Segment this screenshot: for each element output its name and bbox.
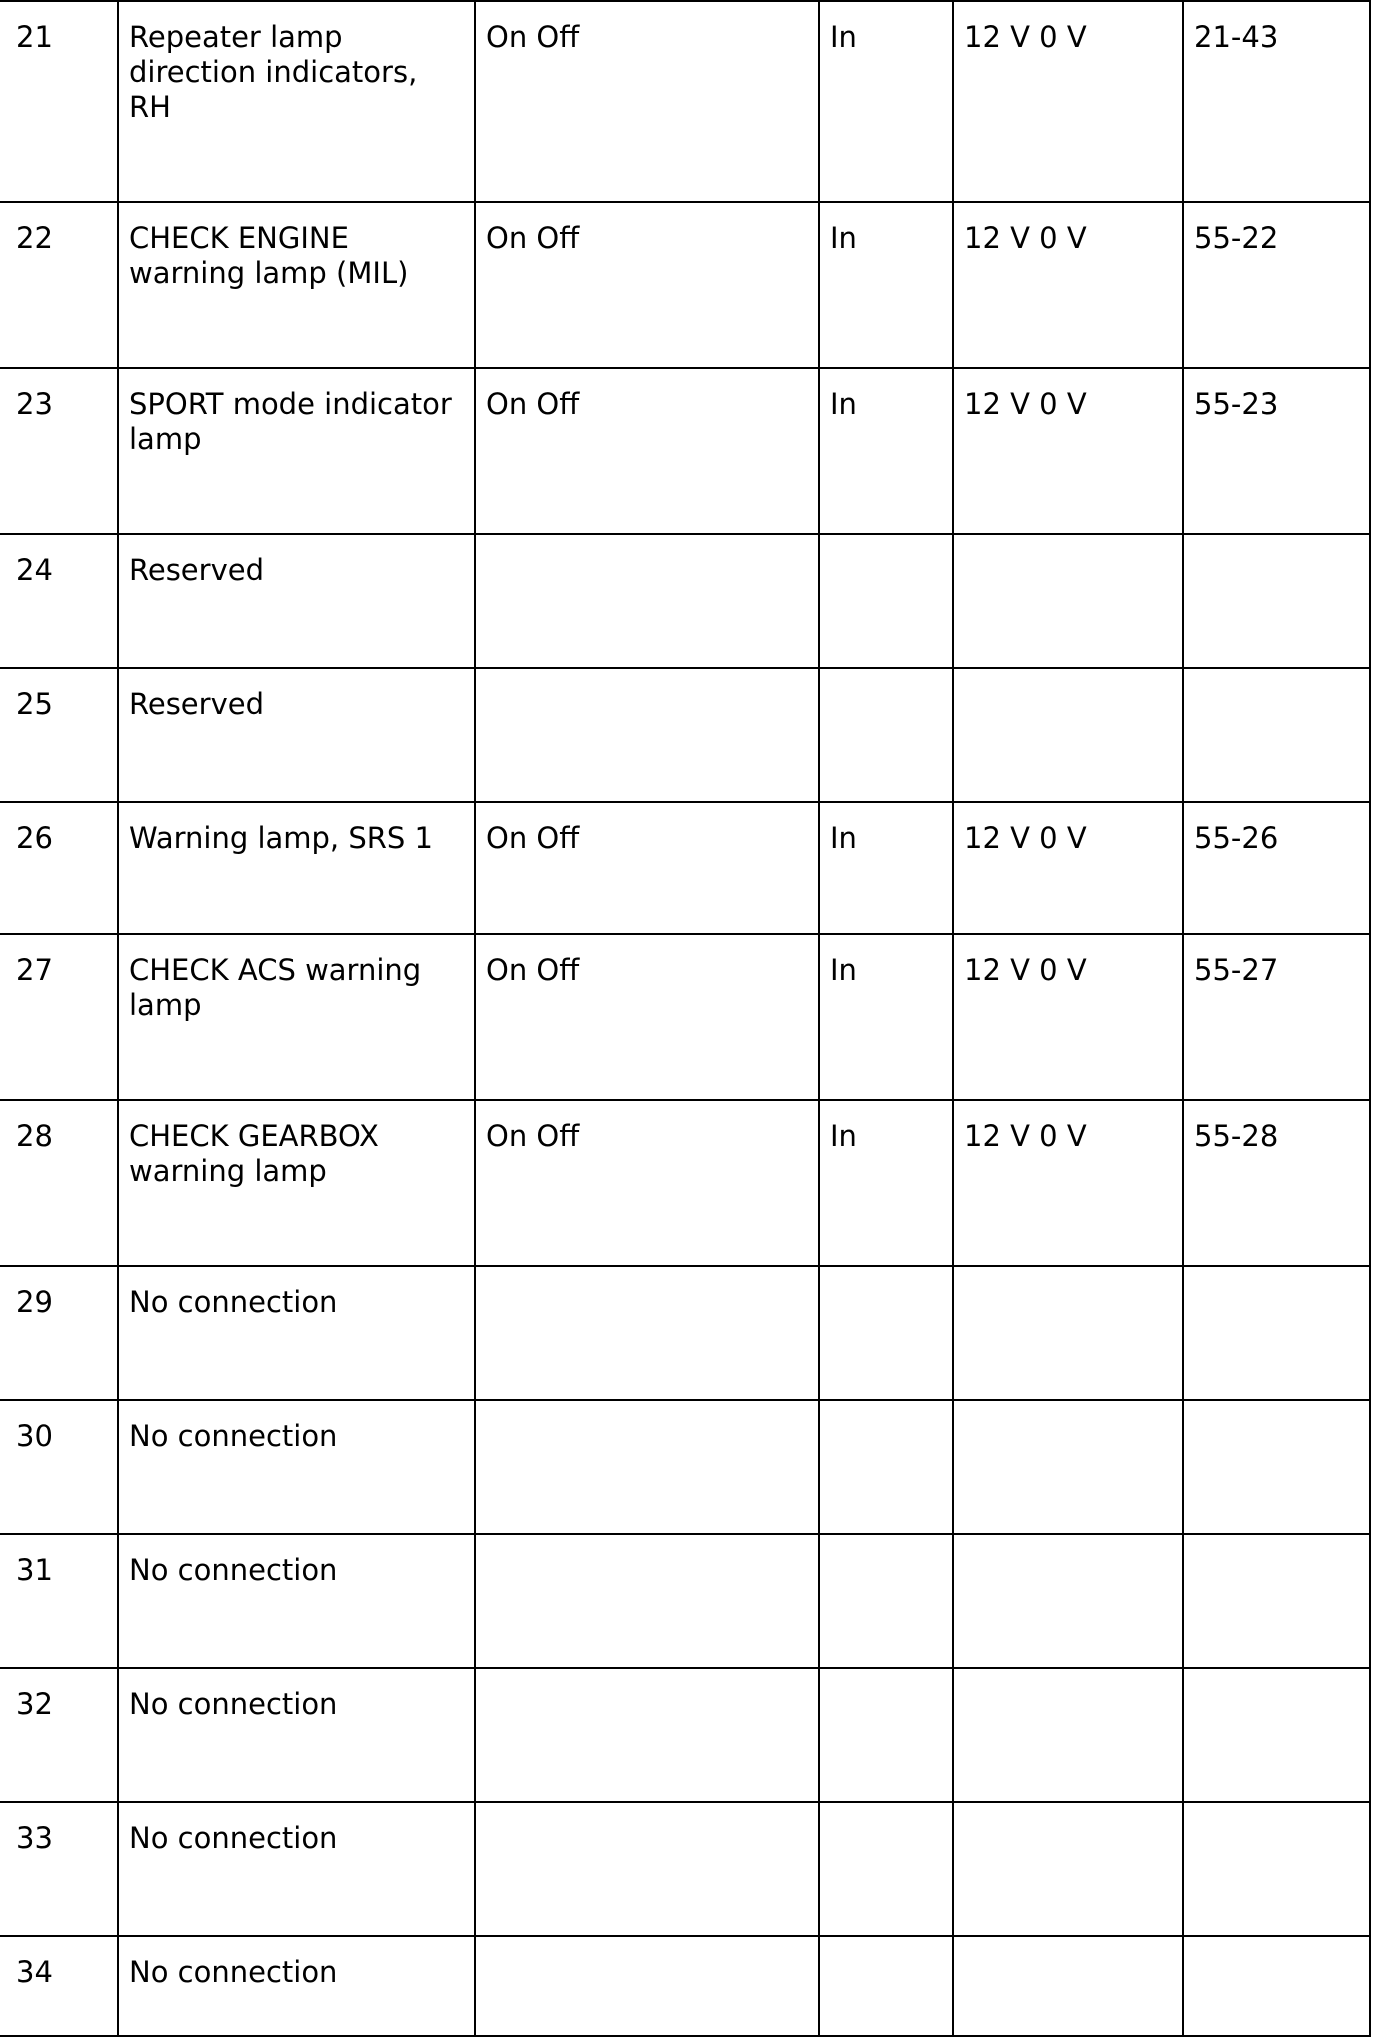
reference-cell (1183, 1400, 1370, 1534)
voltage-cell (953, 1400, 1183, 1534)
direction-cell: In (819, 202, 953, 368)
state-cell (475, 1400, 819, 1534)
description-cell: No connection (118, 1400, 475, 1534)
direction-cell (819, 1534, 953, 1668)
pin-number-cell: 34 (0, 1936, 118, 2036)
state-cell (475, 534, 819, 668)
state-cell: On Off (475, 1, 819, 202)
table-row (0, 1802, 1370, 1936)
reference-cell (1183, 1936, 1370, 2036)
description-cell: No connection (118, 1802, 475, 1936)
table-row (0, 802, 1370, 934)
voltage-cell: 12 V 0 V (953, 934, 1183, 1100)
reference-cell (1183, 1668, 1370, 1802)
description-cell: Reserved (118, 668, 475, 802)
voltage-cell (953, 1266, 1183, 1400)
description-cell: CHECK ENGINE warning lamp (MIL) (118, 202, 475, 368)
voltage-cell (953, 1802, 1183, 1936)
description-cell: No connection (118, 1266, 475, 1400)
table-row (0, 1534, 1370, 1668)
reference-cell (1183, 534, 1370, 668)
table-row (0, 1266, 1370, 1400)
direction-cell (819, 1400, 953, 1534)
direction-cell: In (819, 802, 953, 934)
pin-number-cell: 27 (0, 934, 118, 1100)
pin-number-cell: 33 (0, 1802, 118, 1936)
state-cell (475, 1936, 819, 2036)
table-row (0, 668, 1370, 802)
direction-cell (819, 1266, 953, 1400)
voltage-cell: 12 V 0 V (953, 202, 1183, 368)
state-cell (475, 1266, 819, 1400)
pin-number-cell: 31 (0, 1534, 118, 1668)
pin-number-cell: 22 (0, 202, 118, 368)
description-cell: CHECK GEARBOX warning lamp (118, 1100, 475, 1266)
direction-cell: In (819, 934, 953, 1100)
voltage-cell: 12 V 0 V (953, 802, 1183, 934)
pin-number-cell: 29 (0, 1266, 118, 1400)
description-cell: No connection (118, 1534, 475, 1668)
reference-cell (1183, 1266, 1370, 1400)
pin-number-cell: 24 (0, 534, 118, 668)
description-cell: SPORT mode indicator lamp (118, 368, 475, 534)
reference-cell (1183, 1534, 1370, 1668)
pin-number-cell: 23 (0, 368, 118, 534)
voltage-cell (953, 1936, 1183, 2036)
reference-cell: 55-27 (1183, 934, 1370, 1100)
description-cell: No connection (118, 1668, 475, 1802)
direction-cell: In (819, 1, 953, 202)
voltage-cell: 12 V 0 V (953, 1, 1183, 202)
table-row (0, 1668, 1370, 1802)
state-cell: On Off (475, 802, 819, 934)
table-row (0, 202, 1370, 368)
voltage-cell: 12 V 0 V (953, 368, 1183, 534)
state-cell (475, 1802, 819, 1936)
voltage-cell (953, 668, 1183, 802)
state-cell (475, 1534, 819, 1668)
direction-cell (819, 1936, 953, 2036)
state-cell: On Off (475, 202, 819, 368)
pin-number-cell: 32 (0, 1668, 118, 1802)
pin-number-cell: 25 (0, 668, 118, 802)
direction-cell (819, 534, 953, 668)
direction-cell: In (819, 1100, 953, 1266)
table-row (0, 534, 1370, 668)
table-body (0, 1, 1370, 2036)
reference-cell: 55-23 (1183, 368, 1370, 534)
table-row (0, 1100, 1370, 1266)
table-row (0, 1400, 1370, 1534)
direction-cell: In (819, 368, 953, 534)
state-cell: On Off (475, 934, 819, 1100)
description-cell: Reserved (118, 534, 475, 668)
state-cell (475, 668, 819, 802)
state-cell: On Off (475, 368, 819, 534)
reference-cell (1183, 1802, 1370, 1936)
voltage-cell (953, 534, 1183, 668)
reference-cell (1183, 668, 1370, 802)
description-cell: Repeater lamp direction indicators, RH (118, 1, 475, 202)
pin-number-cell: 30 (0, 1400, 118, 1534)
pin-number-cell: 26 (0, 802, 118, 934)
table-row (0, 1936, 1370, 2036)
reference-cell: 55-28 (1183, 1100, 1370, 1266)
table-row (0, 368, 1370, 534)
description-cell: CHECK ACS warning lamp (118, 934, 475, 1100)
reference-cell: 55-22 (1183, 202, 1370, 368)
direction-cell (819, 1668, 953, 1802)
state-cell (475, 1668, 819, 1802)
state-cell: On Off (475, 1100, 819, 1266)
pin-number-cell: 21 (0, 1, 118, 202)
description-cell: No connection (118, 1936, 475, 2036)
direction-cell (819, 668, 953, 802)
direction-cell (819, 1802, 953, 1936)
reference-cell: 55-26 (1183, 802, 1370, 934)
pin-number-cell: 28 (0, 1100, 118, 1266)
voltage-cell: 12 V 0 V (953, 1100, 1183, 1266)
table-row (0, 1, 1370, 202)
voltage-cell (953, 1534, 1183, 1668)
description-cell: Warning lamp, SRS 1 (118, 802, 475, 934)
reference-cell: 21-43 (1183, 1, 1370, 202)
voltage-cell (953, 1668, 1183, 1802)
table-row (0, 934, 1370, 1100)
